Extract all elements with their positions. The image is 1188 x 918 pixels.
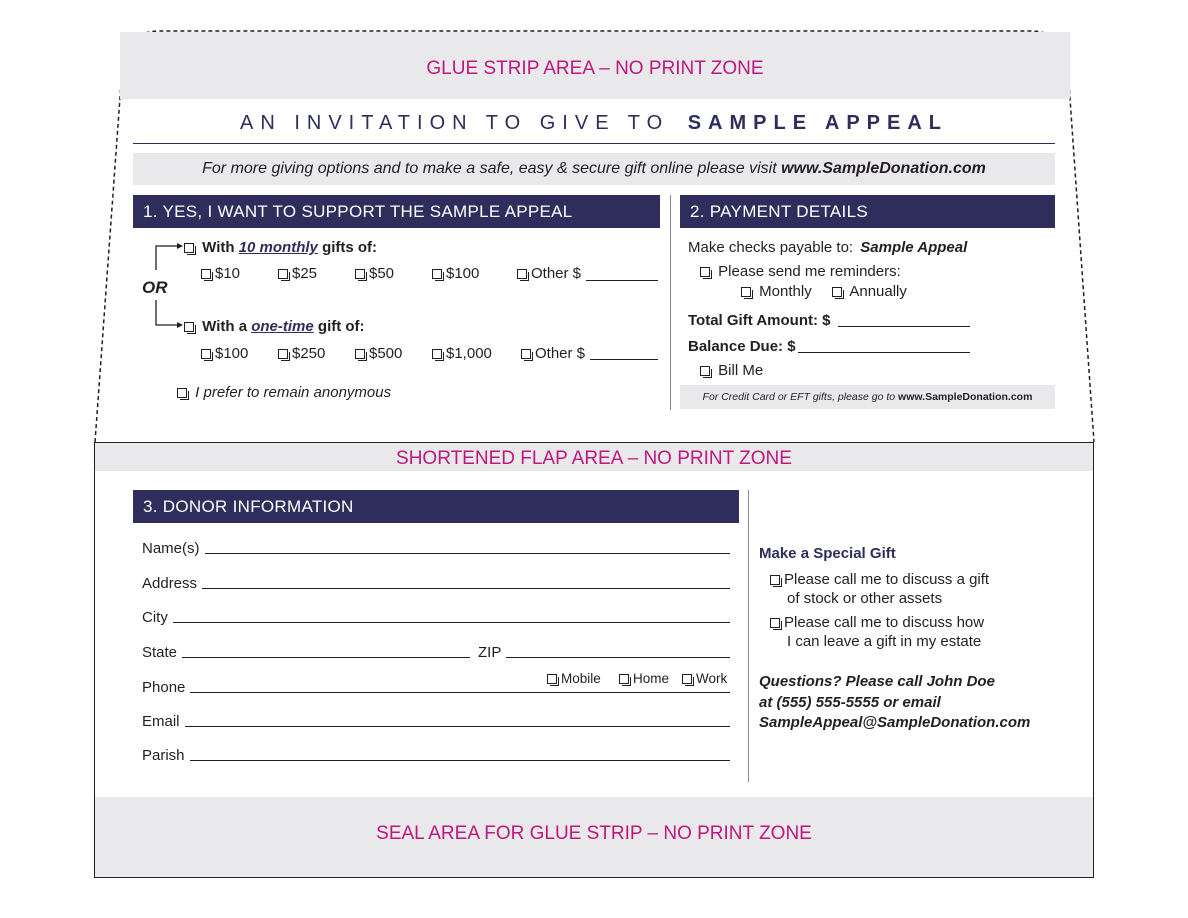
- special-option-stock[interactable]: [770, 570, 989, 608]
- stock-line1: Please call me to discuss a gift: [784, 571, 990, 588]
- onetime-other-line[interactable]: [590, 359, 658, 360]
- phone-line[interactable]: [190, 691, 730, 693]
- checkbox[interactable]: [547, 674, 557, 684]
- state-field[interactable]: [142, 644, 470, 661]
- monthly-amount-3[interactable]: [355, 265, 394, 282]
- anonymous-checkbox[interactable]: [177, 388, 187, 398]
- email-line[interactable]: [185, 725, 730, 727]
- title-rule: [133, 143, 1055, 144]
- state-label: State: [142, 644, 178, 661]
- balance-due-label: Balance Due: $: [688, 338, 796, 355]
- onetime-amount-4[interactable]: [432, 345, 492, 362]
- seal-zone-label: SEAL AREA FOR GLUE STRIP – NO PRINT ZONE: [376, 823, 812, 844]
- checkbox[interactable]: [770, 575, 780, 585]
- amount-label: $100: [215, 345, 249, 362]
- checkbox[interactable]: [517, 269, 527, 279]
- checkbox[interactable]: [682, 674, 692, 684]
- onetime-emph: one-time: [251, 318, 314, 335]
- zip-label: ZIP: [478, 644, 502, 661]
- monthly-amount-1[interactable]: [201, 265, 240, 282]
- section1-heading: 1. YES, I WANT TO SUPPORT THE SAMPLE APPEAL: [133, 195, 660, 228]
- checkbox[interactable]: [201, 269, 211, 279]
- checkbox[interactable]: [432, 269, 442, 279]
- phone-type-mobile[interactable]: [547, 671, 601, 686]
- credit-note-url[interactable]: www.SampleDonation.com: [898, 391, 1033, 403]
- estate-line2: I can leave a gift in my estate: [787, 633, 982, 650]
- questions-line1: Questions? Please call John Doe: [759, 673, 995, 690]
- shortened-flap-label: SHORTENED FLAP AREA – NO PRINT ZONE: [396, 448, 792, 469]
- onetime-suffix: gift of:: [317, 318, 365, 335]
- reminder-annually-label: Annually: [849, 283, 907, 300]
- online-banner-url[interactable]: www.SampleDonation.com: [781, 160, 986, 177]
- amount-label: $250: [292, 345, 326, 362]
- zip-line[interactable]: [506, 656, 730, 658]
- city-field[interactable]: [142, 609, 730, 626]
- onetime-checkbox[interactable]: [184, 322, 194, 332]
- online-banner: [133, 153, 1055, 185]
- checkbox[interactable]: [619, 674, 629, 684]
- monthly-amount-2[interactable]: [278, 265, 317, 282]
- other-label: Other $: [535, 345, 586, 362]
- checkbox[interactable]: [741, 287, 751, 297]
- city-line[interactable]: [173, 621, 730, 623]
- monthly-other[interactable]: [517, 265, 581, 282]
- onetime-amount-2[interactable]: [278, 345, 325, 362]
- phone-label: Phone: [142, 679, 186, 696]
- questions-line2: at (555) 555-5555 or email: [759, 693, 941, 711]
- estate-line1: Please call me to discuss how: [784, 614, 985, 631]
- monthly-option[interactable]: [184, 239, 377, 256]
- parish-field[interactable]: [142, 747, 730, 764]
- balance-due-line[interactable]: [798, 352, 970, 353]
- lower-divider: [748, 490, 749, 782]
- checks-label: Make checks payable to:: [688, 239, 854, 256]
- onetime-amount-1[interactable]: [201, 345, 248, 362]
- amount-label: $1,000: [446, 345, 492, 362]
- questions-contact: [759, 672, 1030, 734]
- city-label: City: [142, 609, 168, 626]
- onetime-amount-3[interactable]: [355, 345, 402, 362]
- total-gift-line[interactable]: [838, 326, 970, 327]
- monthly-prefix: With: [202, 239, 235, 256]
- checkbox[interactable]: [432, 349, 442, 359]
- names-field[interactable]: [142, 540, 730, 557]
- home-label: Home: [633, 671, 670, 686]
- checkbox[interactable]: [832, 287, 842, 297]
- address-field[interactable]: [142, 575, 730, 592]
- checkbox[interactable]: [355, 349, 365, 359]
- parish-line[interactable]: [190, 759, 730, 761]
- checkbox[interactable]: [201, 349, 211, 359]
- address-line[interactable]: [202, 587, 730, 589]
- section-divider: [670, 195, 671, 410]
- or-label: OR: [142, 278, 168, 297]
- glue-strip-label: GLUE STRIP AREA – NO PRINT ZONE: [426, 58, 764, 79]
- amount-label: $25: [292, 265, 318, 282]
- credit-note-text: For Credit Card or EFT gifts, please go to: [702, 391, 896, 403]
- section2-heading: 2. PAYMENT DETAILS: [680, 195, 1055, 228]
- special-gift-heading: Make a Special Gift: [759, 545, 896, 562]
- names-line[interactable]: [205, 552, 730, 554]
- checkbox[interactable]: [278, 269, 288, 279]
- amount-label: $10: [215, 265, 241, 282]
- checks-payee: Sample Appeal: [860, 239, 968, 256]
- reminders-label: Please send me reminders:: [718, 263, 901, 280]
- phone-type-work[interactable]: [682, 671, 727, 686]
- title-prefix: AN INVITATION TO GIVE TO: [239, 112, 670, 134]
- amount-label: $500: [369, 345, 403, 362]
- anonymous-option[interactable]: [177, 384, 391, 401]
- section3-heading: 3. DONOR INFORMATION: [133, 490, 739, 523]
- reminder-monthly[interactable]: [741, 283, 812, 300]
- email-field[interactable]: [142, 713, 730, 730]
- reminder-annually[interactable]: [832, 283, 907, 300]
- credit-card-note: [680, 385, 1055, 409]
- zip-field[interactable]: [478, 644, 730, 661]
- parish-label: Parish: [142, 747, 185, 764]
- onetime-option[interactable]: [184, 318, 365, 335]
- checkbox[interactable]: [355, 269, 365, 279]
- state-line[interactable]: [182, 656, 470, 658]
- monthly-suffix: gifts of:: [322, 239, 378, 256]
- bill-me-checkbox[interactable]: [700, 366, 710, 376]
- stock-line2: of stock or other assets: [787, 590, 943, 607]
- page-title: [133, 112, 1055, 135]
- online-banner-text: For more giving options and to make a safe, easy & secure gift online please visit: [202, 160, 777, 177]
- questions-email[interactable]: SampleAppeal@SampleDonation.com: [759, 714, 1031, 731]
- monthly-emph: 10 monthly: [238, 239, 318, 256]
- monthly-other-line[interactable]: [586, 280, 658, 281]
- checkbox[interactable]: [278, 349, 288, 359]
- total-gift-label: Total Gift Amount: $: [688, 312, 831, 329]
- phone-type-home[interactable]: [619, 671, 669, 686]
- amount-label: $50: [369, 265, 395, 282]
- onetime-other[interactable]: [521, 345, 585, 362]
- monthly-checkbox[interactable]: [184, 243, 194, 253]
- checkbox[interactable]: [521, 349, 531, 359]
- work-label: Work: [696, 671, 728, 686]
- other-label: Other $: [531, 265, 582, 282]
- amount-label: $100: [446, 265, 480, 282]
- bill-me-option[interactable]: [700, 362, 763, 379]
- reminder-monthly-label: Monthly: [759, 283, 812, 300]
- bill-me-label: Bill Me: [718, 362, 764, 379]
- anonymous-label: I prefer to remain anonymous: [195, 384, 392, 401]
- monthly-amount-4[interactable]: [432, 265, 479, 282]
- checkbox[interactable]: [770, 618, 780, 628]
- address-label: Address: [142, 575, 198, 592]
- special-option-estate[interactable]: [770, 613, 984, 651]
- reminders-option[interactable]: [700, 263, 901, 280]
- title-name: SAMPLE APPEAL: [687, 112, 948, 134]
- checks-payable: [688, 239, 967, 256]
- mobile-label: Mobile: [561, 671, 601, 686]
- names-label: Name(s): [142, 540, 200, 557]
- onetime-prefix: With a: [202, 318, 248, 335]
- reminders-checkbox[interactable]: [700, 267, 710, 277]
- email-label: Email: [142, 713, 180, 730]
